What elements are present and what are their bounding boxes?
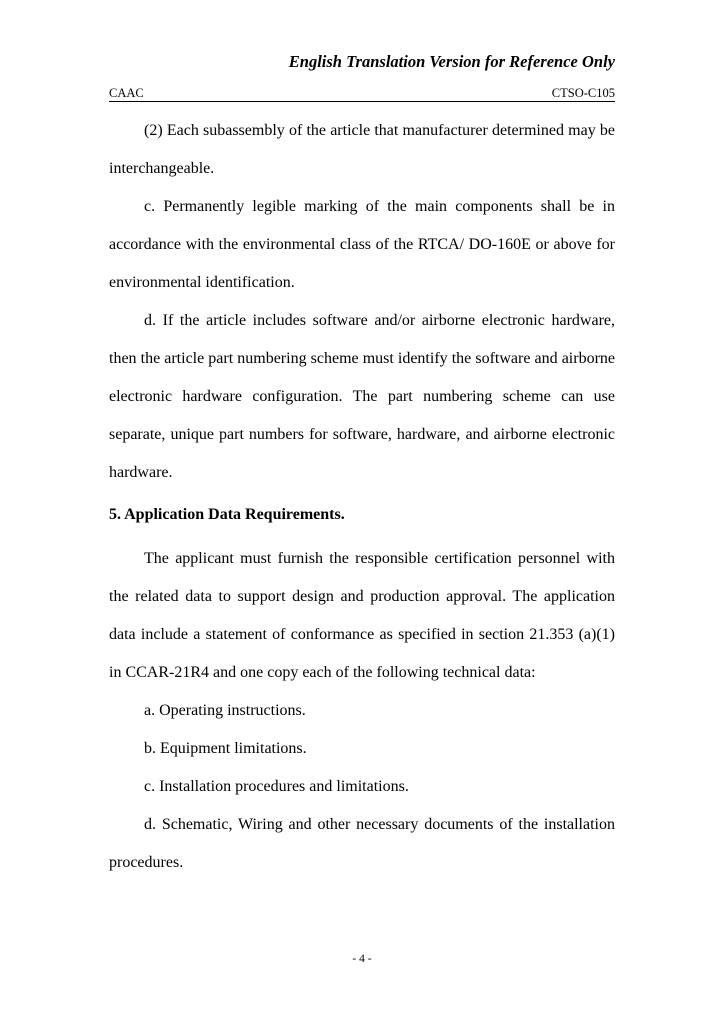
paragraph-subassembly: (2) Each subassembly of the article that manufacturer determined may be interchangeable. (109, 122, 615, 177)
list-item: c. Installation procedures and limitations. (144, 778, 409, 795)
paragraph-marking: c. Permanently legible marking of the main components shall be in accordance with the environmental class of the RTCA/ DO-160E or above for environmental identification. (109, 198, 615, 291)
paragraph-software: d. If the article includes software and/or airborne electronic hardware, then the article part numbering scheme must identify the software and airborne electronic hardware configuration. The part numbering scheme can use separate, unique part numbers for software, hardware, and airborne electronic hardware. (109, 312, 615, 481)
list-item: b. Equipment limitations. (144, 740, 307, 757)
translation-banner: English Translation Version for Reference Only (288, 52, 615, 71)
header-divider (109, 101, 615, 102)
document-body (109, 112, 615, 882)
list-item: a. Operating instructions. (144, 702, 306, 719)
page-number: - 4 - (352, 953, 372, 965)
header-document-id: CTSO-C105 (551, 86, 615, 100)
section-heading: 5. Application Data Requirements. (109, 506, 345, 523)
header-organization: CAAC (109, 86, 144, 100)
paragraph-application-data: The applicant must furnish the responsible certification personnel with the related data to support design and production approval. The application data include a statement of conformance as specified in section 21.353 (a)(1) in CCAR-21R4 and one copy each of the following technical data: (109, 550, 615, 681)
list-item: d. Schematic, Wiring and other necessary documents of the installation procedures. (109, 816, 615, 871)
